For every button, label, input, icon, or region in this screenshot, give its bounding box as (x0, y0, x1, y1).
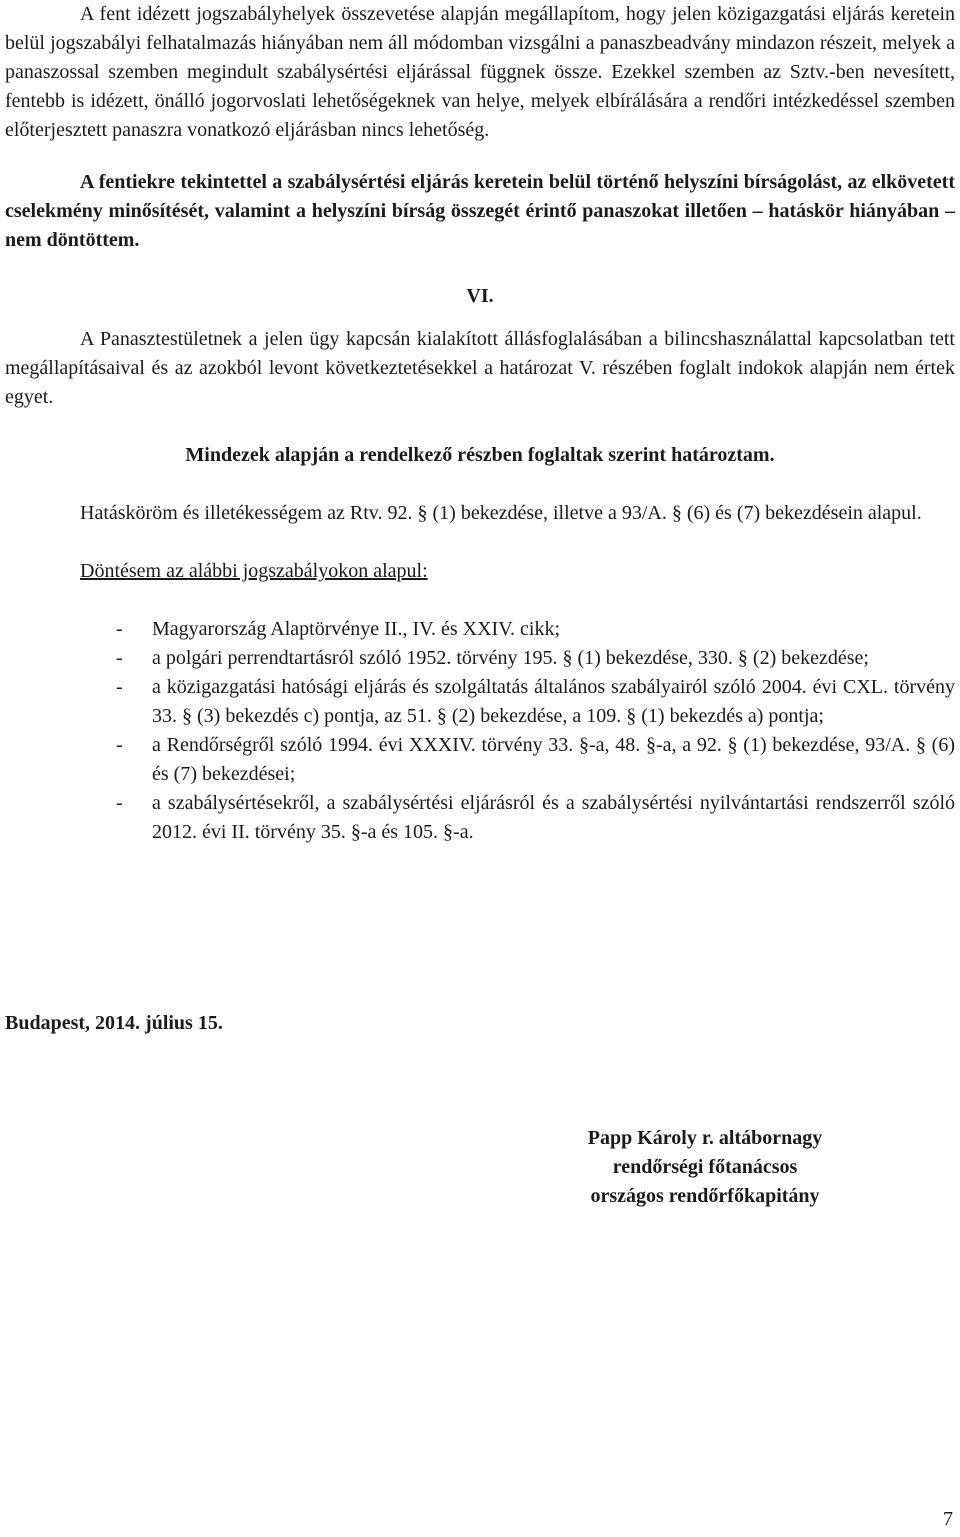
law-text: Magyarország Alaptörvénye II., IV. és XXIV. cikk; (152, 618, 561, 640)
laws-heading-text: Döntésem az alábbi jogszabályokon alapul: (80, 560, 428, 582)
law-text: a szabálysértésekről, a szabálysértési eljárásról és a szabálysértési nyilvántartási rendszerről szóló 2012. évi II. törvény 35. §-a és 105. §-a. (152, 792, 955, 843)
list-item (5, 731, 955, 789)
signatory-name: Papp Károly r. altábornagy (587, 1127, 823, 1149)
paragraph-jurisdiction: A fent idézett jogszabályhelyek összevetése alapján megállapítom, hogy jelen közigazgatási eljárás keretein belül jogszabályi felhatalmazás hiányában nem áll módomban vizsgálni a panaszbeadvány mindazon részeit, melyek a panaszossal szemben megindult szabálysértési eljárással függnek össze. Ezekkel szemben az Sztv.-ben nevesített, fentebb is idézett, önálló jogorvoslati lehetőségeknek van helye, melyek elbírálására a rendőri intézkedéssel szemben előterjesztett panaszra vonatkozó eljárásban nincs lehetőség. (5, 3, 955, 141)
signatory-title: rendőrségi főtanácsos (612, 1156, 798, 1178)
page-number: 7 (943, 1508, 953, 1530)
place-date: Budapest, 2014. július 15. (5, 1012, 223, 1034)
law-text: a Rendőrségről szóló 1994. évi XXXIV. törvény 33. §-a, 48. §-a, a 92. § (1) bekezdése, 93/A. § (6) és (7) bekezdései; (152, 734, 955, 785)
paragraph-complaint-board: A Panasztestületnek a jelen ügy kapcsán kialakított állásfoglalásában a bilincshasználattal kapcsolatban tett megállapításaival és az azokból levont következtetésekkel a határozat V. részében foglalt indokok alapján nem értek egyet. (5, 328, 955, 408)
list-item (5, 644, 955, 673)
list-dash: - (116, 647, 123, 669)
list-dash: - (116, 618, 123, 640)
law-text: a polgári perrendtartásról szóló 1952. törvény 195. § (1) bekezdése, 330. § (2) bekezdése; (152, 647, 869, 669)
conclusion-statement: Mindezek alapján a rendelkező részben foglaltak szerint határoztam. (185, 444, 775, 466)
list-item (5, 789, 955, 847)
laws-list (5, 615, 955, 847)
document-page (5, 0, 955, 847)
laws-heading (5, 557, 955, 586)
signatory-position: országos rendőrfőkapitány (590, 1185, 820, 1207)
list-dash: - (116, 792, 123, 814)
list-item (5, 673, 955, 731)
list-item (5, 615, 955, 644)
list-dash: - (116, 734, 123, 756)
list-dash: - (116, 676, 123, 698)
signature-block (530, 1124, 880, 1211)
law-text: a közigazgatási hatósági eljárás és szolgáltatás általános szabályairól szóló 2004. évi CXL. törvény 33. § (3) bekezdés c) pontja, az 51. § (2) bekezdése, a 109. § (1) bekezdés a) pontja; (152, 676, 955, 727)
paragraph-competence: Hatásköröm és illetékességem az Rtv. 92. § (1) bekezdése, illetve a 93/A. § (6) és (7) bekezdésein alapul. (80, 502, 922, 524)
section-heading: VI. (466, 285, 494, 307)
paragraph-decision-bold: A fentiekre tekintettel a szabálysértési eljárás keretein belül történő helyszíni bírságolást, az elkövetett cselekmény minősítését, valamint a helyszíni bírság összegét érintő panaszokat illetően – hatáskör hiányában – nem döntöttem. (5, 171, 955, 251)
